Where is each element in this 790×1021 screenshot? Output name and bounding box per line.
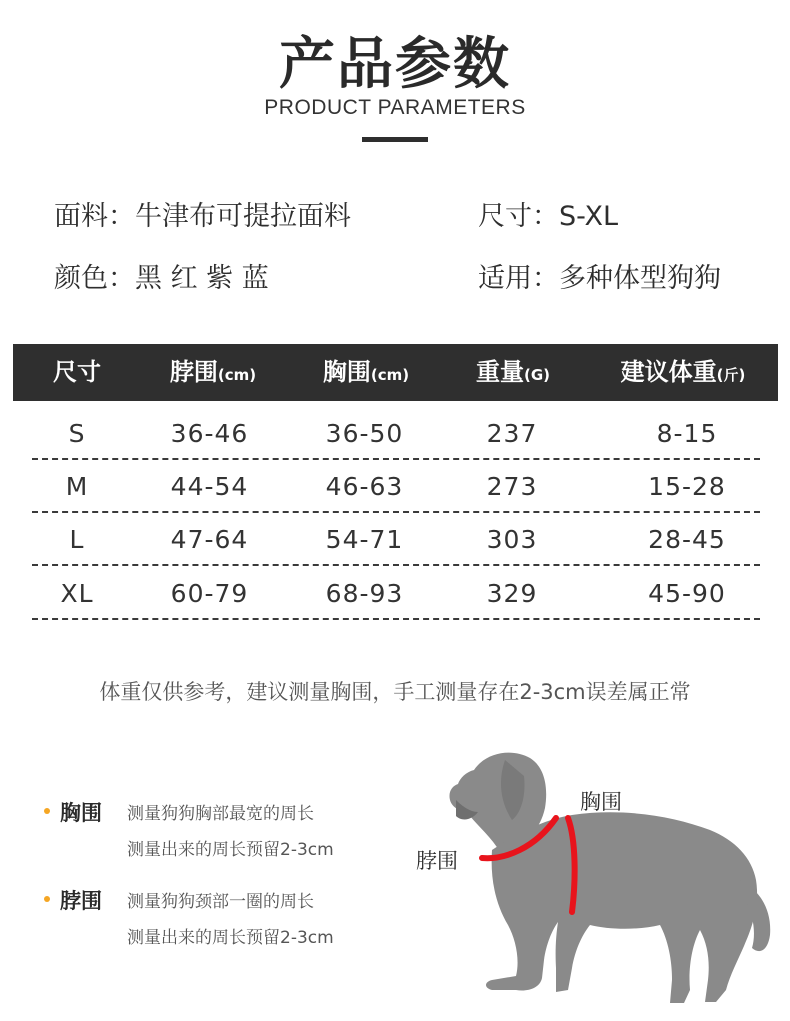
diagram-neck-label: 脖围 [416, 849, 458, 873]
cell-size: L [69, 525, 85, 554]
cell-neck: 47-64 [170, 525, 249, 554]
neck-desc-2: 测量出来的周长预留2-3cm [127, 928, 334, 948]
measurement-note: 体重仅供参考，建议测量胸围，手工测量存在2-3cm误差属正常 [99, 680, 691, 704]
cell-weight: 329 [486, 579, 538, 608]
spec-size: 尺寸：S-XL [478, 201, 619, 232]
chest-desc-1: 测量狗狗胸部最宽的周长 [127, 804, 314, 824]
cell-chest: 54-71 [325, 525, 404, 554]
neck-desc-1: 测量狗狗颈部一圈的周长 [127, 892, 314, 912]
cell-size: M [65, 472, 89, 501]
chest-desc-2: 测量出来的周长预留2-3cm [127, 840, 334, 860]
chest-title: 胸围 [60, 801, 102, 825]
cell-weight: 303 [486, 525, 538, 554]
cell-neck: 60-79 [170, 579, 249, 608]
cell-suggested-weight: 15-28 [648, 472, 726, 501]
cell-chest: 68-93 [325, 579, 404, 608]
cell-chest: 46-63 [325, 472, 404, 501]
spec-material: 面料：牛津布可提拉面料 [54, 201, 351, 232]
cell-neck: 36-46 [170, 419, 249, 448]
cell-suggested-weight: 8-15 [656, 419, 718, 448]
cell-weight: 237 [486, 419, 538, 448]
cell-weight: 273 [486, 472, 538, 501]
cell-size: XL [60, 579, 94, 608]
header-chest: 胸围(cm) [322, 358, 410, 386]
page-subtitle: PRODUCT PARAMETERS [264, 96, 526, 119]
spec-suitable: 适用：多种体型狗狗 [478, 263, 721, 294]
neck-title: 脖围 [60, 889, 102, 913]
header-size: 尺寸 [53, 358, 101, 386]
cell-chest: 36-50 [325, 419, 404, 448]
header-weight: 重量(G) [475, 358, 551, 386]
page-title: 产品参数 [279, 32, 511, 97]
diagram-chest-label: 胸围 [580, 790, 622, 814]
header-neck: 脖围(cm) [169, 358, 257, 386]
cell-size: S [68, 419, 86, 448]
spec-color: 颜色：黑 红 紫 蓝 [54, 263, 269, 294]
cell-suggested-weight: 28-45 [648, 525, 726, 554]
header-suggested-weight: 建议体重(斤) [620, 358, 746, 386]
cell-neck: 44-54 [170, 472, 249, 501]
cell-suggested-weight: 45-90 [648, 579, 726, 608]
